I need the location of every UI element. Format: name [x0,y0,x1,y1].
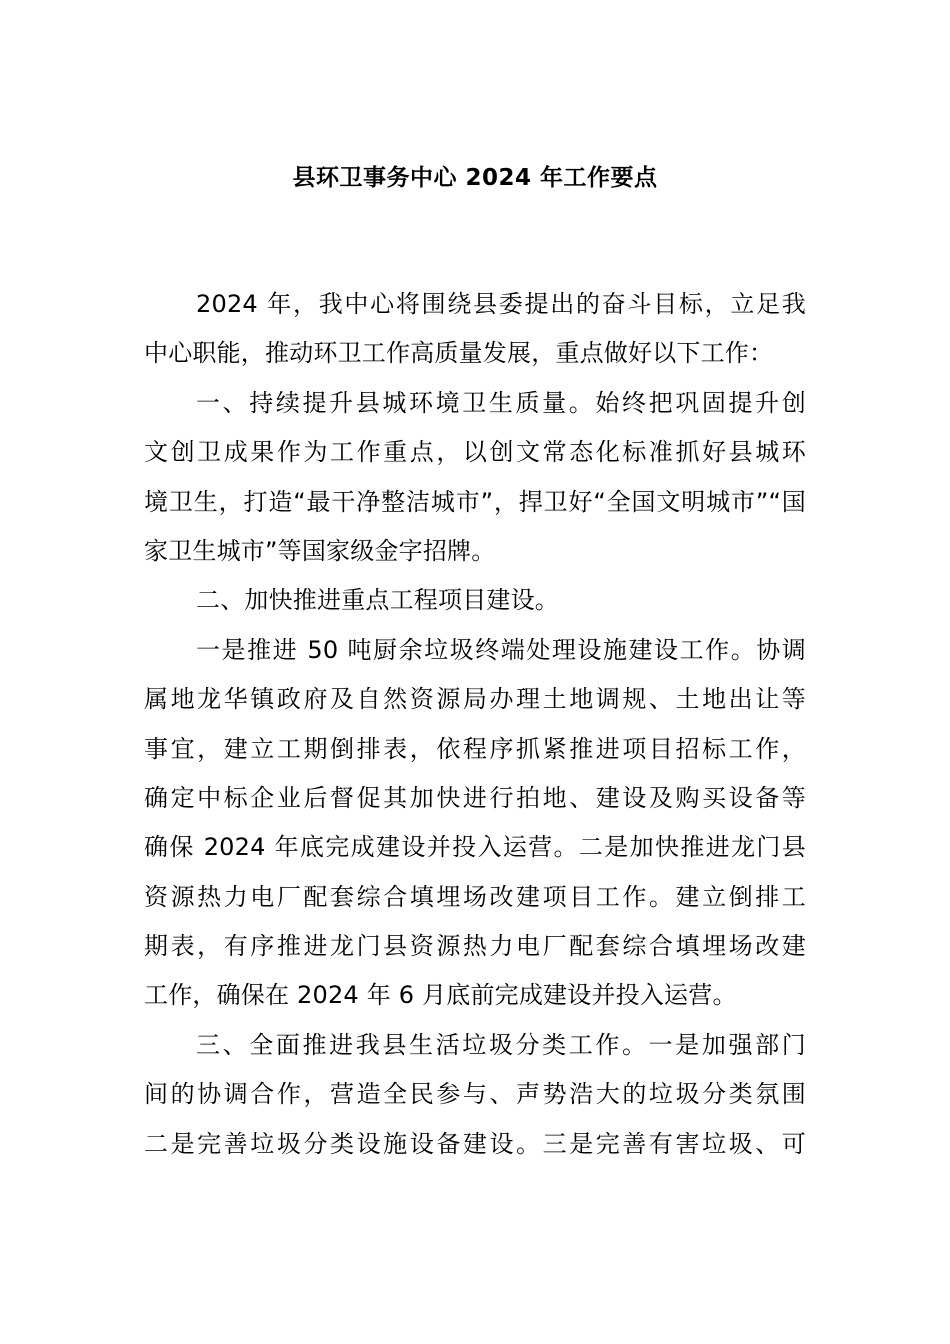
paragraph-line: 文创卫成果作为工作重点，以创文常态化标准抓好县城环 [144,438,806,467]
paragraph-line: 间的协调合作，营造全民参与、声势浩大的垃圾分类氛围 [144,1080,806,1109]
paragraph-line: 资源热力电厂配套综合填埋场改建项目工作。建立倒排工 [144,882,806,911]
paragraph-line: 确定中标企业后督促其加快进行拍地、建设及购买设备等 [144,783,806,812]
paragraph-line: 三、全面推进我县生活垃圾分类工作。一是加强部门 [196,1030,806,1059]
paragraph-line: 中心职能，推动环卫工作高质量发展，重点做好以下工作： [144,339,774,368]
paragraph-line: 工作，确保在 2024 年 6 月底前完成建设并投入运营。 [144,981,737,1010]
paragraph-line: 属地龙华镇政府及自然资源局办理土地调规、土地出让等 [144,685,806,714]
paragraph-line: 2024 年，我中心将围绕县委提出的奋斗目标，立足我 [196,290,806,318]
paragraph-line: 二、加快推进重点工程项目建设。 [196,586,559,615]
paragraph-line: 事宜，建立工期倒排表，依程序抓紧推进项目招标工作， [144,734,806,763]
paragraph-line: 二是完善垃圾分类设施设备建设。三是完善有害垃圾、可 [144,1129,806,1158]
document-body [144,280,806,1169]
document-title: 县环卫事务中心 2024 年工作要点 [292,165,658,191]
paragraph-line: 家卫生城市”等国家级金字招牌。 [144,536,496,565]
paragraph-line: 期表，有序推进龙门县资源热力电厂配套综合填埋场改建 [144,932,806,961]
paragraph-line: 一是推进 50 吨厨余垃圾终端处理设施建设工作。协调 [196,635,806,664]
paragraph-line: 一、持续提升县城环境卫生质量。始终把巩固提升创 [196,388,806,417]
paragraph-line: 确保 2024 年底完成建设并投入运营。二是加快推进龙门县 [144,833,806,862]
paragraph-line: 境卫生，打造“最干净整洁城市”，捍卫好“全国文明城市”“国 [144,487,806,516]
